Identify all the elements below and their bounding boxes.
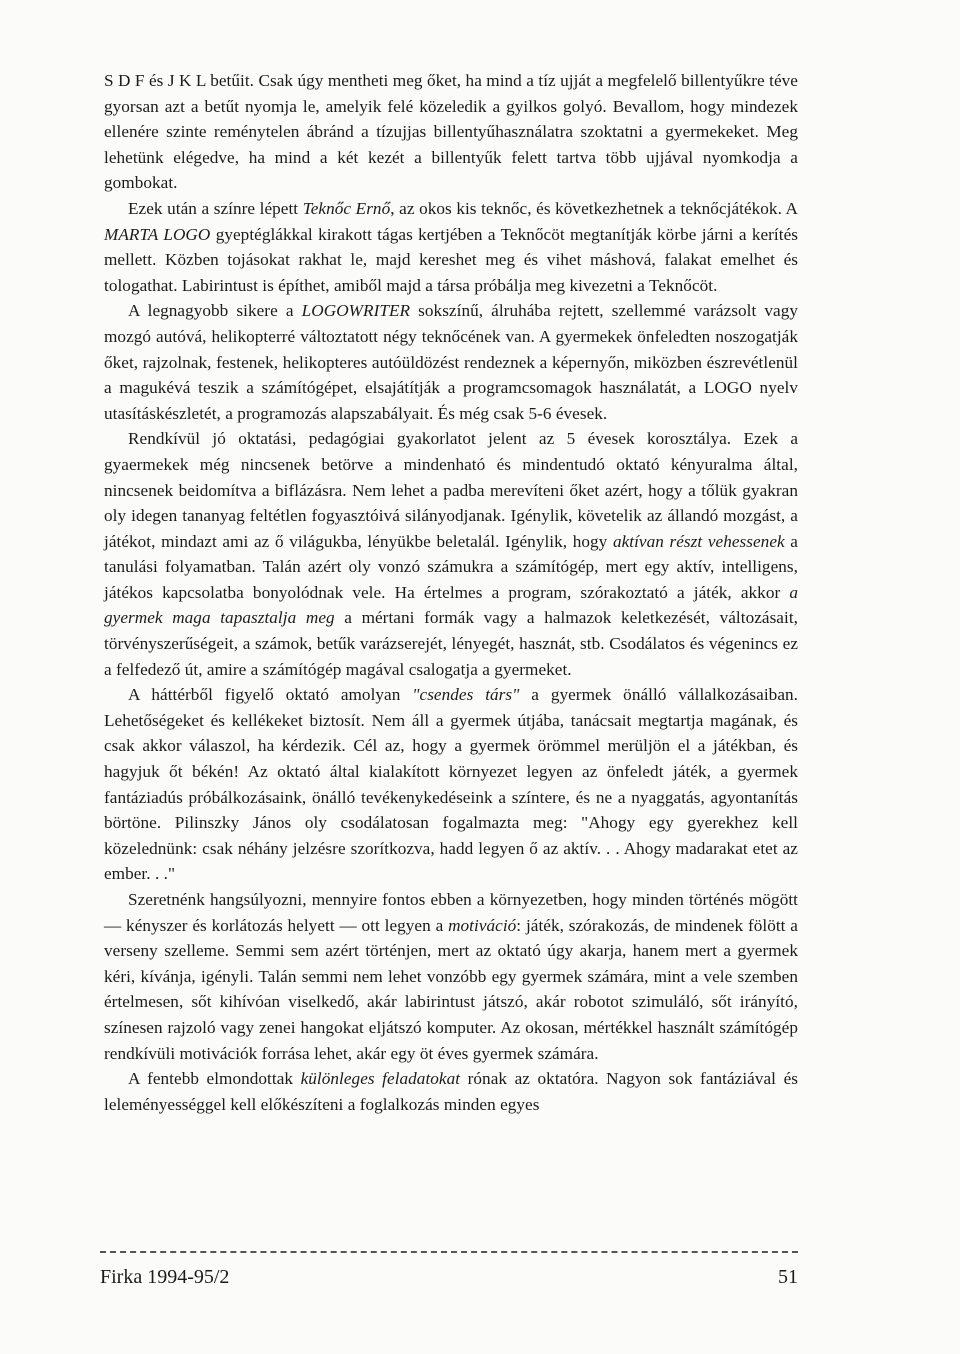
- text-run: Rendkívül jó oktatási, pedagógiai gyakorlatot jelent az 5 évesek korosztálya. Ezek a gyaermekek még nincsenek betörve a mindenható és mindentudó oktató kényuralma által, nincsenek beidomítva a biflázásra. Nem lehet a padba merevíteni őket azért, hogy a tőlük gyakran oly idegen tananyag feltétlen fogyasztóivá silányodjanak. Igénylik, követelik az állandó mozgást, a játékot, mindazt ami az ő világukba, lényükbe beletalál. Igénylik, hogy: [104, 429, 798, 551]
- page-footer: [100, 1265, 798, 1289]
- page-number: 51: [778, 1266, 798, 1288]
- paragraph: [104, 196, 798, 298]
- paragraph: [104, 887, 798, 1066]
- body-text: [104, 68, 798, 1117]
- text-run: sokszínű, álruhába rejtett, szellemmé varázsolt vagy mozgó autóvá, helikopterré változtatott négy teknőcének van. A gyermekek önfeledten noszogatják őket, rajzolnak, festenek, helikopteres autóüldözést rendeznek a képernyőn, miközben észrevétlenül a magukévá teszik a számítógépet, elsajátítják a programcsomagok használatát, a LOGO nyelv utasításkészletét, a programozás alapszabályait. És még csak 5-6 évesek.: [104, 301, 798, 423]
- text-run: : játék, szórakozás, de mindenek fölött a verseny szelleme. Semmi sem azért történjen, mert az oktató úgy akarja, hanem mert a gyermek kéri, kívánja, igényli. Talán semmi nem lehet vonzóbb egy gyermek számára, mint a vele szemben értelmesen, sőt kihívóan viselkedő, akár labirintust játszó, akár robotot szimuláló, sőt irányító, színesen rajzoló vagy zenei hangokat eljátszó komputer. Az okosan, mértékkel használt számítógép rendkívüli motivációk forrása lehet, akár egy öt éves gyermek számára.: [104, 915, 798, 1063]
- text-run: a tanulási folyamatban. Talán azért oly vonzó számukra a számítógép, mert egy aktív, intelligens, játékos kapcsolatba bonyolódnak vele. Ha értelmes a program, szórakoztató a játék, akkor: [104, 531, 798, 602]
- emphasis-text: a gyermek maga tapasztalja meg: [104, 582, 798, 628]
- paragraph: [104, 298, 798, 426]
- emphasis-text: Teknőc Ernő: [302, 198, 391, 218]
- emphasis-text: "csendes társ": [412, 685, 520, 705]
- paragraph: [104, 682, 798, 887]
- text-run: A fentebb elmondottak: [128, 1069, 301, 1089]
- text-run: A háttérből figyelő oktató amolyan: [128, 685, 413, 705]
- paragraph: [104, 426, 798, 682]
- text-run: , az okos kis teknőc, és következhetnek a teknőcjátékok. A: [390, 198, 799, 218]
- emphasis-text: motiváció: [448, 915, 517, 935]
- text-run: rónak az oktatóra. Nagyon sok fantáziával és leleményességgel kell előkészíteni a foglalkozás minden egyes: [104, 1069, 798, 1114]
- text-run: Szeretnénk hangsúlyozni, mennyire fontos ebben a környezetben, hogy minden történés mögött — kényszer és korlátozás helyett — ott legyen a: [104, 890, 798, 935]
- paragraph: [104, 1066, 798, 1117]
- text-run: S D F és J K L betűit. Csak úgy mentheti meg őket, ha mind a tíz ujját a megfelelő billentyűkre téve gyorsan azt a betűt nyomja le, amelyik felé közeledik a gyilkos golyó. Bevallom, hogy mindezek ellenére szinte reménytelen ábránd a tízujjas billentyűhasználatra szoktatni a gyermekeket. Meg lehetünk elégedve, ha mind a két kezét a billentyűk felett tartva több ujjával nyomkodja a gombokat.: [104, 71, 798, 193]
- paragraph: [104, 68, 798, 196]
- emphasis-text: MARTA LOGO: [104, 224, 211, 244]
- emphasis-text: aktívan részt vehessenek: [612, 531, 785, 551]
- text-run: A legnagyobb sikere a: [128, 301, 302, 321]
- emphasis-text: LOGOWRITER: [301, 301, 411, 321]
- emphasis-text: különleges feladatokat: [300, 1069, 461, 1089]
- text-run: gyeptéglákkal kirakott tágas kertjében a Teknőcöt megtanítják körbe járni a kerítés mellett. Közben tojásokat rakhat le, majd kereshet meg és vihet máshová, falakat emelhet és tologathat. Labirintust is építhet, amiből majd a társa próbálja meg kivezetni a Teknőcöt.: [104, 224, 798, 295]
- text-run: Ezek után a színre lépett: [128, 198, 303, 218]
- text-run: a gyermek önálló vállalkozásaiban. Lehetőségeket és kellékeket biztosít. Nem áll a gyermek útjába, tanácsait megtartja magának, és csak akkor válaszol, ha kérdezik. Cél az, hogy a gyermek örömmel merüljön el a játékban, és hagyjuk őt békén! Az oktató által kialakított környezet legyen az önfeledt játék, a gyermek fantáziadús próbálkozásaink, önálló tevékenykedéseink a színtere, és ne a nyaggatás, agyontanítás börtöne. Pilinszky János oly csodálatosan fogalmazta meg: "Ahogy egy gyerekhez kell közelednünk: csak néhány jelzésre szorítkozva, hadd legyen ő az aktív. . . Ahogy madarakat etet az ember. . .": [104, 685, 798, 884]
- footer-rule: [100, 1251, 798, 1253]
- journal-issue: Firka 1994-95/2: [100, 1266, 230, 1288]
- text-run: a mértani formák vagy a halmazok keletkezését, változásait, törvényszerűségeit, a számok, betűk varázserejét, lényegét, hasznát, stb. Csodálatos és végenincs ez a felfedező út, amire a számítógép magával csalogatja a gyermeket.: [104, 608, 798, 679]
